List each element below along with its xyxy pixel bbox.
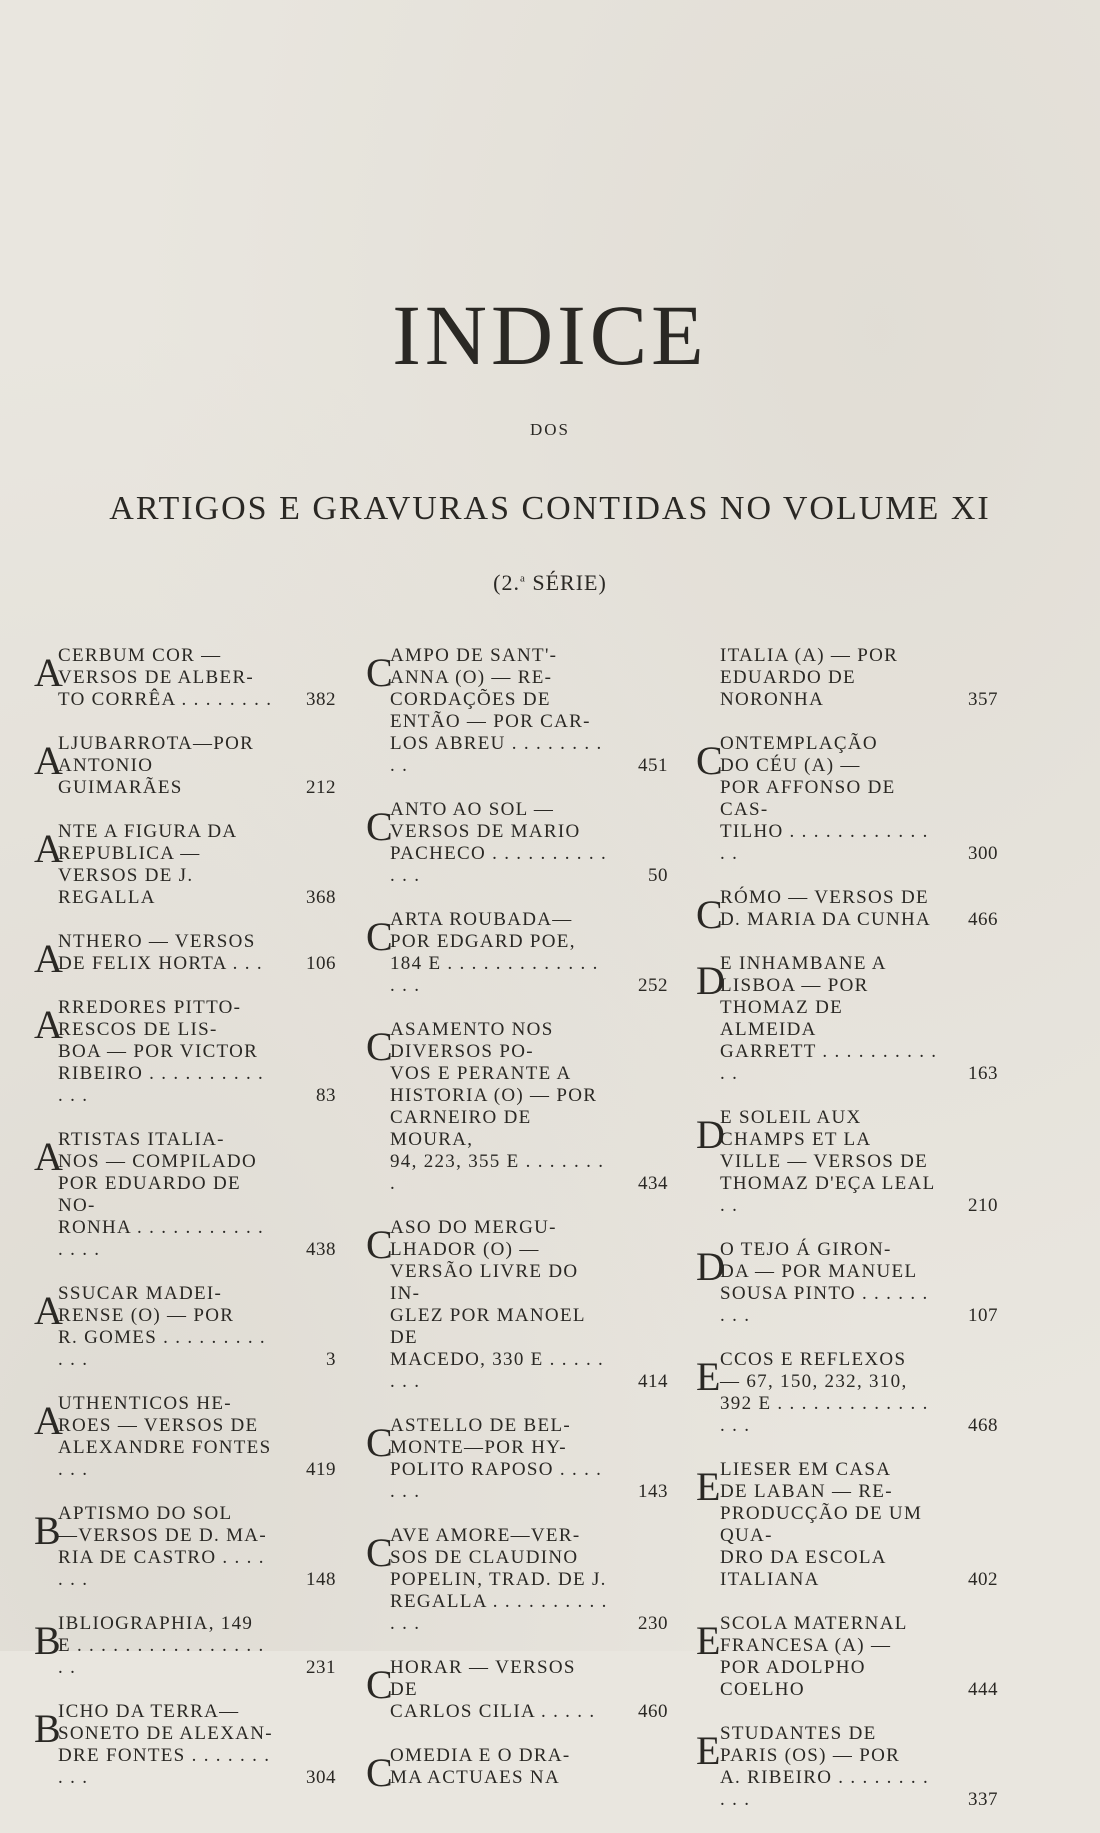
index-dos: DOS <box>529 420 570 439</box>
entry-text: ASO DO MERGU- LHADOR (O) — VERSÃO LIVRE DO IN- GLEZ POR MANOEL DE MACEDO, 330 E . . . . . . . . <box>390 1217 605 1392</box>
entry-initial: B <box>34 1706 62 1751</box>
entry-page: 50 <box>648 865 668 886</box>
entry-page: 382 <box>306 689 336 710</box>
entry-text: CERBUM COR — VERSOS DE ALBER- TO CORRÊA . . . . . . . . <box>58 645 273 710</box>
index-entry <box>698 733 998 865</box>
index-entry <box>368 1657 668 1723</box>
entry-page: 231 <box>306 1657 336 1678</box>
entry-page: 143 <box>638 1481 668 1502</box>
index-entry <box>698 1349 998 1437</box>
index-entry <box>36 1129 336 1261</box>
index-column-1 <box>36 645 336 1811</box>
entry-page: 107 <box>968 1305 998 1326</box>
entry-initial: A <box>34 650 65 695</box>
entry-initial: C <box>366 914 394 959</box>
entry-text: RÓMO — VERSOS DE D. MARIA DA CUNHA <box>720 887 932 930</box>
entry-initial: C <box>696 738 724 783</box>
entry-page: 451 <box>638 755 668 776</box>
index-entry <box>36 1283 336 1371</box>
entry-initial: A <box>34 826 65 871</box>
entry-text: UTHENTICOS HE- ROES — VERSOS DE ALEXANDRE FONTES . . . <box>58 1393 272 1480</box>
entry-text: O TEJO Á GIRON- DA — POR MANUEL SOUSA PINTO . . . . . . . . . <box>720 1239 929 1326</box>
index-entry <box>698 1613 998 1701</box>
entry-page: 3 <box>326 1349 336 1370</box>
index-entry <box>34 931 336 981</box>
entry-text: ANTO AO SOL — VERSOS DE MARIO PACHECO . . . . . . . . . . . . . <box>390 799 608 886</box>
entry-initial: D <box>696 1244 727 1289</box>
entry-text: RTISTAS ITALIA- NOS — COMPILADO POR EDUARDO DE NO- RONHA . . . . . . . . . . . . . . . <box>58 1129 265 1260</box>
entry-page: 163 <box>968 1063 998 1084</box>
entry-initial: C <box>366 1750 394 1795</box>
entry-initial: C <box>366 804 394 849</box>
entry-text: CCOS E REFLEXOS — 67, 150, 232, 310, 392 E . . . . . . . . . . . . . . . . <box>720 1349 929 1436</box>
index-entry <box>36 997 336 1107</box>
entry-page: 337 <box>968 1789 998 1810</box>
index-column-3 <box>698 645 998 1833</box>
index-entry <box>36 1613 336 1679</box>
entry-initial: C <box>366 1024 394 1069</box>
index-entry <box>36 1503 336 1591</box>
index-entry <box>36 645 336 711</box>
entry-text: ASTELLO DE BEL- MONTE—POR HY- POLITO RAPOSO . . . . . . . <box>390 1415 603 1502</box>
index-entry <box>368 909 668 997</box>
entry-text: ASAMENTO NOS DIVERSOS PO- VOS E PERANTE A HISTORIA (O) — POR CARNEIRO DE MOURA, 94, 223, 355 E . . . . . . . . <box>390 1019 605 1194</box>
entry-text: E SOLEIL AUX CHAMPS ET LA VILLE — VERSOS DE THOMAZ D'EÇA LEAL . . <box>720 1107 935 1216</box>
entry-initial: D <box>696 1112 727 1157</box>
entry-initial: E <box>696 1728 722 1773</box>
entry-initial: C <box>366 1420 394 1465</box>
entry-initial: C <box>366 1222 394 1267</box>
index-entry <box>36 1701 336 1789</box>
index-entry <box>698 1239 998 1327</box>
entry-page: 106 <box>306 953 336 974</box>
entry-text: HORAR — VERSOS DE CARLOS CILIA . . . . . <box>390 1657 596 1722</box>
entry-page: 300 <box>968 843 998 864</box>
entry-page: 414 <box>638 1371 668 1392</box>
index-entry <box>698 1107 998 1217</box>
entry-page: 83 <box>316 1085 336 1106</box>
entry-text: LIESER EM CASA DE LABAN — RE- PRODUCÇÃO DE UM QUA- DRO DA ESCOLA ITALIANA <box>720 1459 923 1590</box>
entry-text: LJUBARROTA—POR ANTONIO GUIMARÃES <box>58 733 255 798</box>
entry-page: 212 <box>306 777 336 798</box>
entry-text: RREDORES PITTO- RESCOS DE LIS- BOA — POR VICTOR RIBEIRO . . . . . . . . . . . . . <box>58 997 265 1106</box>
entry-initial: A <box>34 936 65 981</box>
index-entry <box>36 1393 336 1481</box>
entry-page: 148 <box>306 1569 336 1590</box>
entry-text: OMEDIA E O DRA- MA ACTUAES NA <box>390 1745 571 1788</box>
index-entry <box>368 799 668 887</box>
entry-page: 444 <box>968 1679 998 1700</box>
entry-initial: C <box>366 1662 394 1707</box>
entry-text: SSUCAR MADEI- RENSE (O) — POR R. GOMES . . . . . . . . . . . . <box>58 1283 266 1370</box>
entry-initial: C <box>696 892 724 937</box>
entry-initial: B <box>34 1618 62 1663</box>
entry-text: E INHAMBANE A LISBOA — POR THOMAZ DE ALMEIDA GARRETT . . . . . . . . . . . . <box>720 953 938 1084</box>
entry-initial: A <box>34 738 65 783</box>
series-label: (2.$^a$ SÉRIE) <box>493 570 607 595</box>
index-title: INDICE <box>392 287 708 383</box>
index-entry <box>698 645 998 711</box>
entry-text: NTE A FIGURA DA REPUBLICA — VERSOS DE J. REGALLA <box>58 821 238 908</box>
entry-page: 210 <box>968 1195 998 1216</box>
entry-text: AMPO DE SANT'- ANNA (O) — RE- CORDAÇÕES DE ENTÃO — POR CAR- LOS ABREU . . . . . . . . . . <box>390 645 603 776</box>
entry-initial: C <box>366 650 394 695</box>
entry-initial: A <box>34 1288 65 1333</box>
index-subtitle: ARTIGOS E GRAVURAS CONTIDAS NO VOLUME XI <box>109 490 991 527</box>
entry-initial: B <box>34 1508 62 1553</box>
index-entry <box>698 1723 998 1811</box>
entry-text: ARTA ROUBADA— POR EDGARD POE, 184 E . . . . . . . . . . . . . . . . <box>390 909 599 996</box>
entry-text: ONTEMPLAÇÃO DO CÉU (A) — POR AFFONSO DE CAS- TILHO . . . . . . . . . . . . . . <box>720 733 929 864</box>
entry-page: 460 <box>638 1701 668 1722</box>
entry-page: 466 <box>968 909 998 930</box>
entry-initial: A <box>34 1134 65 1179</box>
entry-page: 402 <box>968 1569 998 1590</box>
index-entry <box>366 1745 668 1795</box>
entry-initial: A <box>34 1398 65 1443</box>
entry-text: ICHO DA TERRA— SONETO DE ALEXAN- DRE FONTES . . . . . . . . . . <box>58 1701 273 1788</box>
entry-text: SCOLA MATERNAL FRANCESA (A) — POR ADOLPHO COELHO <box>720 1613 908 1700</box>
entry-page: 304 <box>306 1767 336 1788</box>
entry-text: AVE AMORE—VER- SOS DE CLAUDINO POPELIN, TRAD. DE J. REGALLA . . . . . . . . . . . . . <box>390 1525 608 1634</box>
entry-text: ITALIA (A) — POR EDUARDO DE NORONHA <box>720 645 899 710</box>
index-entry <box>36 733 336 799</box>
index-entry <box>368 645 668 777</box>
index-column-2 <box>368 645 668 1811</box>
entry-text: NTHERO — VERSOS DE FELIX HORTA . . . <box>58 931 263 974</box>
index-entry <box>368 1415 668 1503</box>
entry-page: 230 <box>638 1613 668 1634</box>
index-entry <box>36 821 336 909</box>
entry-initial: A <box>34 1002 65 1047</box>
entry-initial: C <box>366 1530 394 1575</box>
entry-page: 438 <box>306 1239 336 1260</box>
entry-initial: E <box>696 1618 722 1663</box>
index-entry <box>368 1019 668 1195</box>
entry-page: 419 <box>306 1459 336 1480</box>
index-entry <box>698 1459 998 1591</box>
index-entry <box>696 887 998 937</box>
index-entry <box>698 953 998 1085</box>
entry-initial: E <box>696 1464 722 1509</box>
entry-initial: D <box>696 958 727 1003</box>
entry-text: IBLIOGRAPHIA, 149 E . . . . . . . . . . . . . . . . . . <box>58 1613 265 1678</box>
entry-page: 368 <box>306 887 336 908</box>
entry-initial: E <box>696 1354 722 1399</box>
entry-page: 434 <box>638 1173 668 1194</box>
entry-page: 357 <box>968 689 998 710</box>
entry-page: 252 <box>638 975 668 996</box>
entry-text: APTISMO DO SOL —VERSOS DE D. MA- RIA DE CASTRO . . . . . . . <box>58 1503 267 1590</box>
index-entry <box>368 1525 668 1635</box>
entry-page: 468 <box>968 1415 998 1436</box>
index-entry <box>368 1217 668 1393</box>
entry-text: STUDANTES DE PARIS (OS) — POR A. RIBEIRO . . . . . . . . . . . <box>720 1723 930 1810</box>
